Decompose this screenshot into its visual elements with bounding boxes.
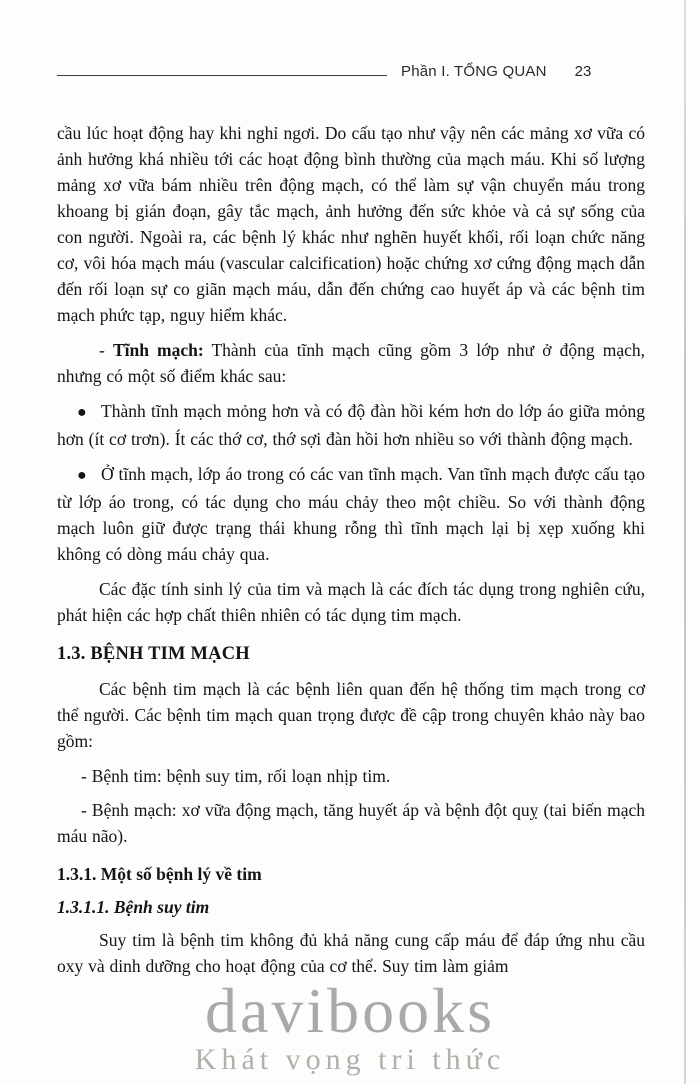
- bullet-text: Thành tĩnh mạch mỏng hơn và có độ đàn hồi kém hơn do lớp áo giữa mỏng hơn (ít cơ trơn). Ít các thớ cơ, thớ sợi đàn hồi hơn nhiều so với thành động mạch.: [57, 401, 645, 449]
- watermark: [0, 974, 700, 1076]
- paragraph-cvd-intro: Các bệnh tim mạch là các bệnh liên quan đến hệ thống tim mạch trong cơ thể người. Các bệnh tim mạch quan trọng được đề cập trong chuyên khảo này bao gồm:: [57, 679, 645, 751]
- watermark-brand: davibooks: [204, 974, 496, 1046]
- paragraph-continuation: cầu lúc hoạt động hay khi nghỉ ngơi. Do cấu tạo như vậy nên các mảng xơ vữa có ảnh hưởng khá nhiều tới các hoạt động bình thường của mạch máu. Khi số lượng mảng xơ vữa bám nhiều trên động mạch, có thể làm sự vận chuyển máu trong khoang bị gián đoạn, gây tắc mạch, ảnh hưởng đến sức khỏe và cả sự sống của con người. Ngoài ra, các bệnh lý khác như nghẽn huyết khối, rối loạn chức năng cơ, vôi hóa mạch máu (vascular calcification) hoặc chứng xơ cứng động mạch dẫn đến rối loạn sự co giãn mạch máu, dẫn đến chứng cao huyết áp và các bệnh tim mạch phức tạp, nguy hiểm khác.: [57, 123, 645, 325]
- paragraph-suy-tim: Suy tim là bệnh tim không đủ khả năng cung cấp máu để đáp ứng nhu cầu oxy và dinh dưỡng cho hoạt động của cơ thể. Suy tim làm giảm: [57, 930, 645, 976]
- bullet-icon: ●: [77, 467, 87, 484]
- bullet-icon: ●: [77, 404, 87, 421]
- bullet-item-vein-valve: [57, 461, 645, 567]
- dash-prefix: -: [99, 340, 113, 360]
- page-number: 23: [574, 63, 592, 80]
- paragraph-physiology: Các đặc tính sinh lý của tim và mạch là các đích tác dụng trong nghiên cứu, phát hiện các hợp chất thiên nhiên có tác dụng tim mạch.: [57, 579, 645, 625]
- scan-edge-line: [684, 0, 686, 1084]
- list-item-benh-tim: - Bệnh tim: bệnh suy tim, rối loạn nhịp tim.: [81, 766, 391, 786]
- bullet-item-vein-wall: [57, 398, 645, 452]
- subsection-heading-1-3-1: 1.3.1. Một số bệnh lý về tim: [57, 864, 262, 884]
- page-header: [57, 56, 645, 80]
- subsection-heading-1-3-1-1: 1.3.1.1. Bệnh suy tim: [57, 897, 210, 917]
- header-rule: [57, 75, 387, 76]
- header-title: Phần I. TỔNG QUAN: [401, 63, 547, 80]
- page-body: [57, 120, 645, 979]
- section-heading-1-3: 1.3. BỆNH TIM MẠCH: [57, 644, 250, 664]
- bullet-text: Ở tĩnh mạch, lớp áo trong có các van tĩnh mạch. Van tĩnh mạch được cấu tạo từ lớp áo trong, có tác dụng cho máu chảy theo một chiều. So với thành động mạch luôn giữ được trạng thái khung rỗng thì tĩnh mạch lại bị xẹp xuống khi không có dòng máu chảy qua.: [57, 464, 645, 564]
- watermark-slogan: Khát vọng tri thức: [194, 1043, 506, 1076]
- bold-term-tinh-mach: Tĩnh mạch:: [112, 340, 204, 360]
- paragraph-tinh-mach: [57, 337, 645, 389]
- paragraph-text: Thành của tĩnh mạch cũng gồm 3 lớp như ở động mạch, nhưng có một số điểm khác sau:: [57, 340, 646, 386]
- list-item-benh-mach: - Bệnh mạch: xơ vữa động mạch, tăng huyết áp và bệnh đột quỵ (tai biến mạch máu não).: [57, 800, 645, 846]
